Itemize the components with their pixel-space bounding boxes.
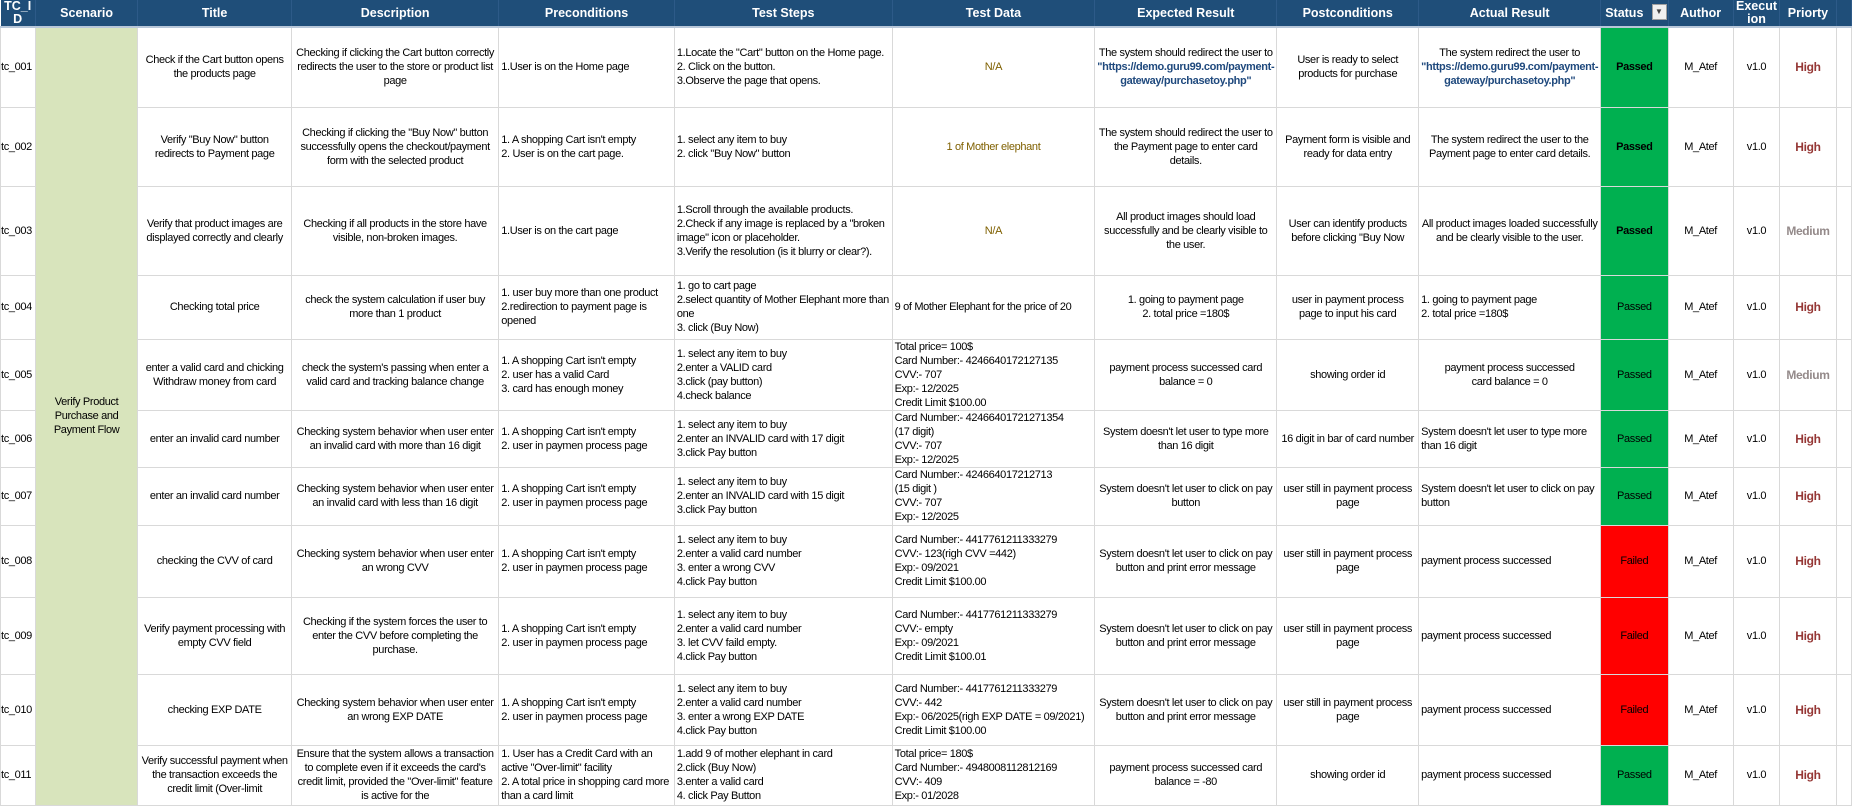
test-steps-cell[interactable]: 1. select any item to buy 2. click "Buy Now" button [674,107,892,186]
execution-cell[interactable]: v1.0 [1733,27,1780,107]
header-title[interactable]: Title [138,0,292,27]
preconditions-cell[interactable]: 1. User has a Credit Card with an active "Over-limit" facility 2. A total price in shopping card more than a card limit [499,745,675,805]
test-data-cell[interactable]: Total price= 100$ Card Number:- 4246640172127135 CVV:- 707 Exp:- 12/2025 Credit Limit $100.00 [892,339,1095,410]
title-cell[interactable]: checking EXP DATE [138,674,292,745]
empty-cell[interactable] [1836,674,1851,745]
expected-result-cell[interactable]: System doesn't let user to click on pay button and print error message [1095,674,1277,745]
status-badge[interactable]: Failed [1601,597,1668,674]
filter-dropdown-icon[interactable]: ▼ [1652,4,1667,20]
tc-id-cell[interactable]: tc_008 [1,525,36,597]
execution-cell[interactable]: v1.0 [1733,275,1780,339]
test-data-cell[interactable]: Card Number:- 4417761211333279 CVV:- 442 Exp:- 06/2025(righ EXP DATE = 09/2021) Credit Limit $100.00 [892,674,1095,745]
execution-cell[interactable]: v1.0 [1733,674,1780,745]
status-badge[interactable]: Passed [1601,107,1668,186]
actual-result-cell[interactable]: payment process successed [1419,525,1601,597]
header-preconditions[interactable]: Preconditions [499,0,675,27]
tc-id-cell[interactable]: tc_006 [1,410,36,467]
actual-result-cell[interactable]: The system redirect the user to the Payment page to enter card details. [1419,107,1601,186]
test-data-cell[interactable]: N/A [892,186,1095,275]
expected-result-cell[interactable]: All product images should load successfully and be clearly visible to the user. [1095,186,1277,275]
preconditions-cell[interactable]: 1.User is on the Home page [499,27,675,107]
author-cell[interactable]: M_Atef [1668,525,1733,597]
preconditions-cell[interactable]: 1. A shopping Cart isn't empty 2. user in paymen process page [499,525,675,597]
author-cell[interactable]: M_Atef [1668,597,1733,674]
table-row [1,275,1852,339]
actual-result-cell[interactable]: 1. going to payment page 2. total price =180$ [1419,275,1601,339]
tc-id-cell[interactable]: tc_009 [1,597,36,674]
postconditions-cell[interactable]: user still in payment process page [1277,674,1419,745]
author-cell[interactable]: M_Atef [1668,745,1733,805]
description-cell[interactable]: Checking if the system forces the user to enter the CVV before completing the purchase. [291,597,498,674]
header-empty[interactable] [1836,0,1851,27]
actual-result-cell[interactable]: payment process successed card balance = 0 [1419,339,1601,410]
author-cell[interactable]: M_Atef [1668,339,1733,410]
expected-result-cell[interactable] [1095,27,1277,107]
author-cell[interactable]: M_Atef [1668,107,1733,186]
test-data-cell[interactable]: 1 of Mother elephant [892,107,1095,186]
preconditions-cell[interactable]: 1. A shopping Cart isn't empty 2. user in paymen process page [499,597,675,674]
empty-cell[interactable] [1836,410,1851,467]
test-data-cell[interactable]: Card Number:- 42466401721271354 (17 digit) CVV:- 707 Exp:- 12/2025 [892,410,1095,467]
table-row [1,745,1852,805]
expected-result-text: The system should redirect the user to [1098,47,1273,60]
header-test-steps[interactable]: Test Steps [674,0,892,27]
description-cell[interactable]: Checking if clicking the "Buy Now" button successfully opens the checkout/payment form with the selected product [291,107,498,186]
test-steps-cell[interactable]: 1. select any item to buy 2.enter a valid card number 3. enter a wrong CVV 4.click Pay button [674,525,892,597]
test-data-cell[interactable]: Card Number:- 4417761211333279 CVV:- empty Exp:- 09/2021 Credit Limit $100.01 [892,597,1095,674]
preconditions-cell[interactable]: 1. A shopping Cart isn't empty 2. User is on the cart page. [499,107,675,186]
preconditions-cell[interactable]: 1.User is on the cart page [499,186,675,275]
priority-cell[interactable]: Medium [1780,339,1836,410]
table-row [1,339,1852,410]
test-steps-cell[interactable]: 1.Scroll through the available products. 2.Check if any image is replaced by a "broken image" icon or placeholder. 3.Verify the resolution (is it blurry or clear?). [674,186,892,275]
status-badge[interactable]: Passed [1601,186,1668,275]
author-cell[interactable]: M_Atef [1668,186,1733,275]
description-cell[interactable]: Checking if clicking the Cart button correctly redirects the user to the store or product list page [291,27,498,107]
tc-id-cell[interactable]: tc_007 [1,467,36,525]
author-cell[interactable]: M_Atef [1668,674,1733,745]
execution-cell[interactable]: v1.0 [1733,107,1780,186]
expected-result-cell[interactable]: System doesn't let user to click on pay button and print error message [1095,597,1277,674]
description-cell[interactable]: Checking system behavior when user enter an invalid card with more than 16 digit [291,410,498,467]
description-cell[interactable]: Checking system behavior when user enter an invalid card with less than 16 digit [291,467,498,525]
title-cell[interactable]: Checking total price [138,275,292,339]
tc-id-cell[interactable]: tc_001 [1,27,36,107]
empty-cell[interactable] [1836,525,1851,597]
status-badge[interactable]: Failed [1601,525,1668,597]
actual-result-cell[interactable] [1419,27,1601,107]
table-row [1,525,1852,597]
actual-result-cell[interactable]: System doesn't let user to click on pay button [1419,467,1601,525]
tc-id-cell[interactable]: tc_003 [1,186,36,275]
postconditions-cell[interactable]: User can identify products before clicking "Buy Now [1277,186,1419,275]
title-cell[interactable]: Verify payment processing with empty CVV field [138,597,292,674]
header-author[interactable]: Author [1668,0,1733,27]
title-cell[interactable]: Verify "Buy Now" button redirects to Payment page [138,107,292,186]
title-cell[interactable]: enter an invalid card number [138,410,292,467]
title-cell[interactable]: checking the CVV of card [138,525,292,597]
execution-cell[interactable]: v1.0 [1733,597,1780,674]
author-cell[interactable]: M_Atef [1668,27,1733,107]
description-cell[interactable]: check the system's passing when enter a valid card and tracking balance change [291,339,498,410]
priority-cell[interactable]: High [1780,410,1836,467]
priority-cell[interactable]: High [1780,597,1836,674]
execution-cell[interactable]: v1.0 [1733,339,1780,410]
postconditions-cell[interactable]: 16 digit in bar of card number [1277,410,1419,467]
empty-cell[interactable] [1836,27,1851,107]
header-description[interactable]: Description [291,0,498,27]
test-data-cell[interactable]: 9 of Mother Elephant for the price of 20 [892,275,1095,339]
test-data-cell[interactable]: N/A [892,27,1095,107]
empty-cell[interactable] [1836,186,1851,275]
test-steps-cell[interactable]: 1. select any item to buy 2.enter a VALID card 3.click (pay button) 4.check balance [674,339,892,410]
expected-result-link[interactable]: "https://demo.guru99.com/payment-gateway/purchasetoy.php" [1097,61,1275,88]
status-badge[interactable]: Failed [1601,674,1668,745]
postconditions-cell[interactable]: showing order id [1277,339,1419,410]
expected-result-cell[interactable]: The system should redirect the user to the Payment page to enter card details. [1095,107,1277,186]
table-row [1,597,1852,674]
test-steps-cell[interactable]: 1.Locate the "Cart" button on the Home page. 2. Click on the button. 3.Observe the page that opens. [674,27,892,107]
execution-cell[interactable]: v1.0 [1733,410,1780,467]
status-badge[interactable]: Passed [1601,27,1668,107]
expected-result-cell[interactable]: System doesn't let user to click on pay button and print error message [1095,525,1277,597]
header-scenario[interactable]: Scenario [35,0,138,27]
header-expected-result[interactable]: Expected Result [1095,0,1277,27]
postconditions-cell[interactable]: user in payment process page to input his card [1277,275,1419,339]
expected-result-cell[interactable]: System doesn't let user to type more than 16 digit [1095,410,1277,467]
postconditions-cell[interactable]: User is ready to select products for purchase [1277,27,1419,107]
postconditions-cell[interactable]: user still in payment process page [1277,597,1419,674]
header-actual-result[interactable]: Actual Result [1419,0,1601,27]
postconditions-cell[interactable]: user still in payment process page [1277,525,1419,597]
empty-cell[interactable] [1836,107,1851,186]
description-cell[interactable]: Checking if all products in the store have visible, non-broken images. [291,186,498,275]
priority-cell[interactable]: High [1780,674,1836,745]
status-badge[interactable]: Passed [1601,275,1668,339]
test-steps-cell[interactable]: 1. go to cart page 2.select quantity of Mother Elephant more than one 3. click (Buy Now) [674,275,892,339]
preconditions-cell[interactable]: 1. A shopping Cart isn't empty 2. user in paymen process page [499,674,675,745]
postconditions-cell[interactable]: user still in payment process page [1277,467,1419,525]
priority-cell[interactable]: High [1780,467,1836,525]
tc-id-cell[interactable]: tc_002 [1,107,36,186]
test-steps-cell[interactable]: 1. select any item to buy 2.enter an INVALID card with 15 digit 3.click Pay button [674,467,892,525]
status-badge[interactable]: Passed [1601,467,1668,525]
execution-cell[interactable]: v1.0 [1733,525,1780,597]
actual-result-text: The system redirect the user to [1439,47,1581,60]
description-cell[interactable]: check the system calculation if user buy more than 1 product [291,275,498,339]
status-badge[interactable]: Passed [1601,339,1668,410]
actual-result-cell[interactable]: All product images loaded successfully and be clearly visible to the user. [1419,186,1601,275]
tc-id-cell[interactable]: tc_010 [1,674,36,745]
test-steps-cell[interactable]: 1. select any item to buy 2.enter a valid card number 3. enter a wrong EXP DATE 4.click Pay button [674,674,892,745]
status-badge[interactable]: Passed [1601,745,1668,805]
priority-cell[interactable]: High [1780,525,1836,597]
title-cell[interactable]: enter an invalid card number [138,467,292,525]
priority-cell[interactable]: Medium [1780,186,1836,275]
table-row [1,107,1852,186]
expected-result-cell[interactable]: 1. going to payment page 2. total price =180$ [1095,275,1277,339]
empty-cell[interactable] [1836,597,1851,674]
postconditions-cell[interactable]: Payment form is visible and ready for data entry [1277,107,1419,186]
tc-id-cell[interactable]: tc_004 [1,275,36,339]
author-cell[interactable]: M_Atef [1668,467,1733,525]
empty-cell[interactable] [1836,467,1851,525]
preconditions-cell[interactable]: 1. A shopping Cart isn't empty 2. user in paymen process page [499,467,675,525]
header-postconditions[interactable]: Postconditions [1277,0,1419,27]
expected-result-cell[interactable]: System doesn't let user to click on pay button [1095,467,1277,525]
execution-cell[interactable]: v1.0 [1733,186,1780,275]
title-cell[interactable]: Verify that product images are displayed correctly and clearly [138,186,292,275]
table-row [1,27,1852,107]
expected-result-cell[interactable]: payment process successed card balance = 0 [1095,339,1277,410]
header-status-label: Status [1605,5,1644,20]
header-row [1,0,1852,27]
test-steps-cell[interactable]: 1. select any item to buy 2.enter a valid card number 3. let CVV faild empty. 4.click Pay button [674,597,892,674]
header-test-data[interactable]: Test Data [892,0,1095,27]
actual-result-cell[interactable]: payment process successed [1419,674,1601,745]
priority-cell[interactable]: High [1780,27,1836,107]
priority-cell[interactable]: High [1780,745,1836,805]
actual-result-cell[interactable]: payment process successed [1419,597,1601,674]
status-badge[interactable]: Passed [1601,410,1668,467]
author-cell[interactable]: M_Atef [1668,410,1733,467]
table-row [1,410,1852,467]
table-row [1,674,1852,745]
title-cell[interactable]: Check if the Cart button opens the products page [138,27,292,107]
expected-result-cell[interactable]: payment process successed card balance = -80 [1095,745,1277,805]
empty-cell[interactable] [1836,275,1851,339]
description-cell[interactable]: Checking system behavior when user enter an wrong CVV [291,525,498,597]
title-cell[interactable]: Verify successful payment when the transaction exceeds the credit limit (Over-limit [138,745,292,805]
test-steps-cell[interactable]: 1.add 9 of mother elephant in card 2.click (Buy Now) 3.enter a valid card 4. click Pay Button [674,745,892,805]
priority-cell[interactable]: High [1780,107,1836,186]
description-cell[interactable]: Checking system behavior when user enter an wrong EXP DATE [291,674,498,745]
execution-cell[interactable]: v1.0 [1733,467,1780,525]
tc-id-cell[interactable]: tc_011 [1,745,36,805]
table-row [1,467,1852,525]
empty-cell[interactable] [1836,745,1851,805]
empty-cell[interactable] [1836,339,1851,410]
test-case-rows [1,27,1852,805]
description-cell[interactable]: Ensure that the system allows a transaction to complete even if it exceeds the card's credit limit, provided the "Over-limit" feature is active for the [291,745,498,805]
postconditions-cell[interactable]: showing order id [1277,745,1419,805]
actual-result-link[interactable]: "https://demo.guru99.com/payment-gateway/purchasetoy.php" [1421,61,1599,88]
test-data-cell[interactable]: Card Number:- 4417761211333279 CVV:- 123(righ CVV =442) Exp:- 09/2021 Credit Limit $100.00 [892,525,1095,597]
actual-result-cell[interactable]: System doesn't let user to type more than 16 digit [1419,410,1601,467]
table-row [1,186,1852,275]
header-status[interactable] [1601,0,1668,27]
test-data-cell[interactable]: Card Number:- 424664017212713 (15 digit ) CVV:- 707 Exp:- 12/2025 [892,467,1095,525]
author-cell[interactable]: M_Atef [1668,275,1733,339]
preconditions-cell[interactable]: 1. A shopping Cart isn't empty 2. user has a valid Card 3. card has enough money [499,339,675,410]
header-execution[interactable]: Execution [1733,0,1780,27]
scenario-cell[interactable]: Verify Product Purchase and Payment Flow [35,27,138,805]
preconditions-cell[interactable]: 1. A shopping Cart isn't empty 2. user in paymen process page [499,410,675,467]
execution-cell[interactable]: v1.0 [1733,745,1780,805]
test-data-cell[interactable]: Total price= 180$ Card Number:- 4948008112812169 CVV:- 409 Exp:- 01/2028 [892,745,1095,805]
preconditions-cell[interactable]: 1. user buy more than one product 2.redirection to payment page is opened [499,275,675,339]
test-steps-cell[interactable]: 1. select any item to buy 2.enter an INVALID card with 17 digit 3.click Pay button [674,410,892,467]
header-priority[interactable]: Priorty [1780,0,1836,27]
title-cell[interactable]: enter a valid card and chicking Withdraw money from card [138,339,292,410]
tc-id-cell[interactable]: tc_005 [1,339,36,410]
actual-result-cell[interactable]: payment process successed [1419,745,1601,805]
priority-cell[interactable]: High [1780,275,1836,339]
header-tc-id[interactable]: TC_ID [1,0,36,27]
